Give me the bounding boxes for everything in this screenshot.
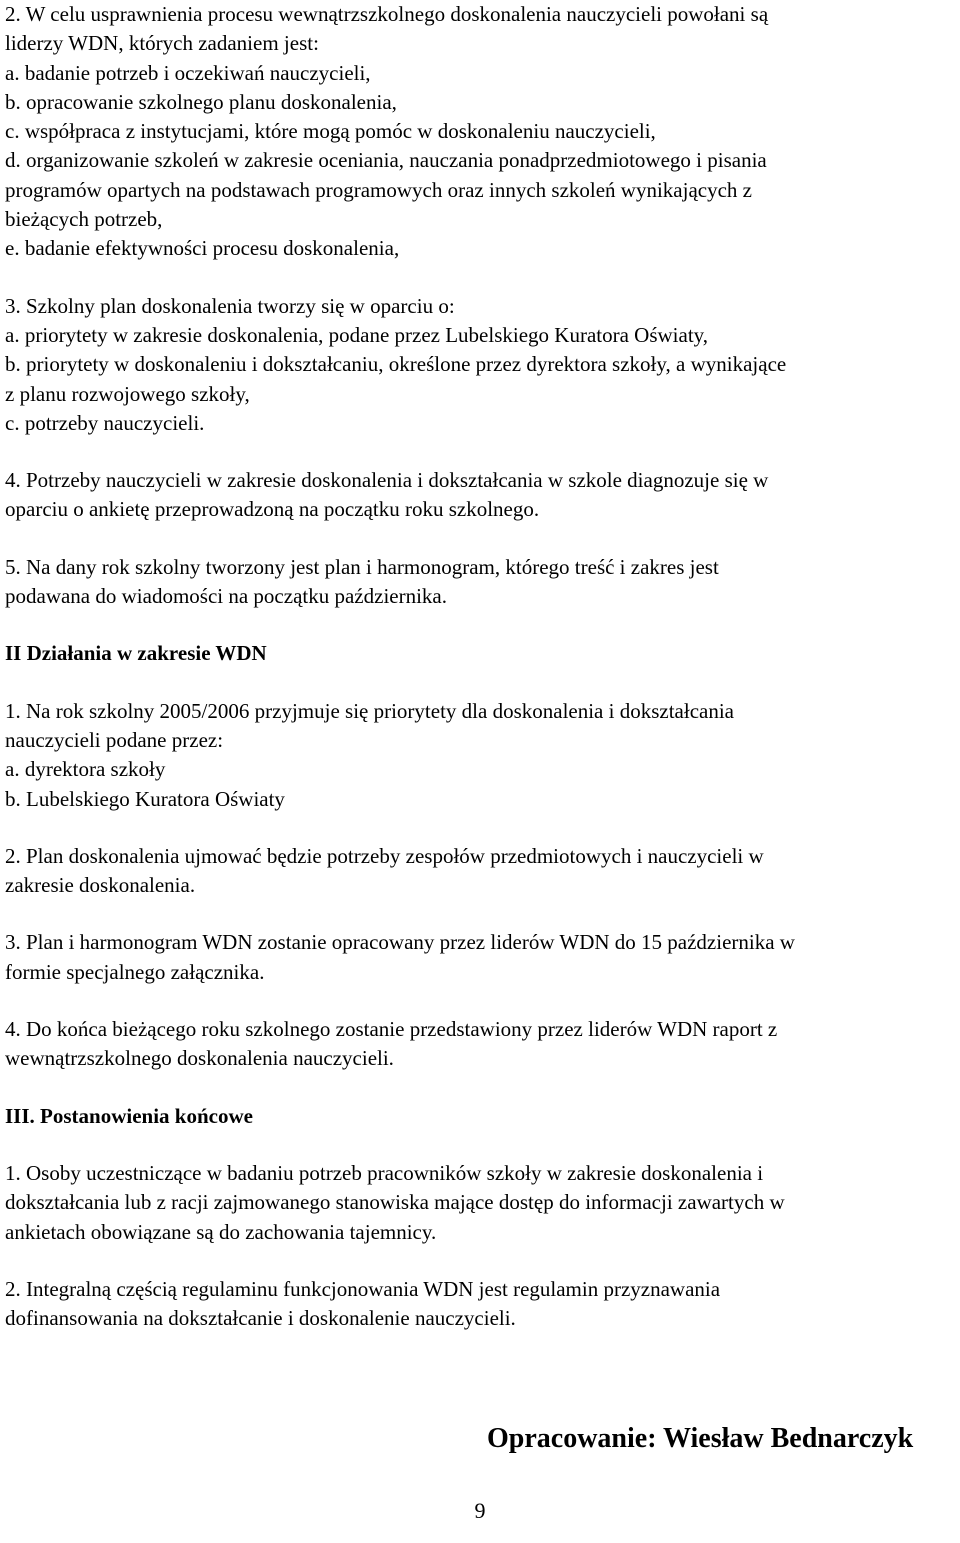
list-item-a: a. priorytety w zakresie doskonalenia, podane przez Lubelskiego Kuratora Oświaty, bbox=[5, 322, 709, 347]
text-line: liderzy WDN, których zadaniem jest: bbox=[5, 31, 319, 56]
text-line: ankietach obowiązane są do zachowania tajemnicy. bbox=[5, 1219, 437, 1244]
text-line: bieżących potrzeb, bbox=[5, 207, 163, 232]
text-line: 1. Na rok szkolny 2005/2006 przyjmuje się priorytety dla doskonalenia i dokształcania bbox=[5, 698, 734, 723]
list-item-c: c. współpraca z instytucjami, które mogą pomóc w doskonaleniu nauczycieli, bbox=[5, 119, 656, 144]
list-item-a: a. badanie potrzeb i oczekiwań nauczycieli, bbox=[5, 60, 371, 85]
text-line: dofinansowania na dokształcanie i doskonalenie nauczycieli. bbox=[5, 1306, 516, 1331]
list-item-e: e. badanie efektywności procesu doskonalenia, bbox=[5, 236, 400, 261]
text-line: 1. Osoby uczestniczące w badaniu potrzeb pracowników szkoły w zakresie doskonalenia i bbox=[5, 1160, 764, 1185]
list-item-b: b. priorytety w doskonaleniu i dokształcaniu, określone przez dyrektora szkoły, a wynikające bbox=[5, 352, 787, 377]
list-item-d: d. organizowanie szkoleń w zakresie oceniania, nauczania ponadprzedmiotowego i pisania bbox=[5, 148, 767, 173]
text-line: zakresie doskonalenia. bbox=[5, 873, 196, 898]
text-line: wewnątrzszkolnego doskonalenia nauczycieli. bbox=[5, 1046, 394, 1071]
text-line: oparciu o ankietę przeprowadzoną na początku roku szkolnego. bbox=[5, 497, 540, 522]
text-line: formie specjalnego załącznika. bbox=[5, 959, 265, 984]
list-item-c: c. potrzeby nauczycieli. bbox=[5, 410, 205, 435]
chapter-3-item-2 bbox=[5, 1275, 957, 1334]
list-item-b: b. opracowanie szkolnego planu doskonalenia, bbox=[5, 89, 397, 114]
section-2 bbox=[5, 0, 957, 264]
text-line: 3. Szkolny plan doskonalenia tworzy się w oparciu o: bbox=[5, 293, 455, 318]
text-line: dokształcania lub z racji zajmowanego stanowiska mające dostęp do informacji zawartych w bbox=[5, 1190, 785, 1215]
document-page bbox=[5, 0, 957, 1333]
page-number: 9 bbox=[474, 1498, 486, 1523]
chapter-2-item-4 bbox=[5, 1015, 957, 1074]
text-line: 2. W celu usprawnienia procesu wewnątrzszkolnego doskonalenia nauczycieli powołani są bbox=[5, 2, 769, 26]
text-line: programów opartych na podstawach programowych oraz innych szkoleń wynikających z bbox=[5, 177, 752, 202]
text-line: 3. Plan i harmonogram WDN zostanie opracowany przez liderów WDN do 15 października w bbox=[5, 930, 795, 955]
section-5 bbox=[5, 553, 957, 612]
chapter-3-item-1 bbox=[5, 1159, 957, 1247]
author-signature: Opracowanie: Wiesław Bednarczyk bbox=[487, 1423, 914, 1454]
chapter-3-heading: III. Postanowienia końcowe bbox=[5, 1103, 253, 1128]
list-item-b: b. Lubelskiego Kuratora Oświaty bbox=[5, 786, 285, 811]
text-line: 2. Integralną częścią regulaminu funkcjonowania WDN jest regulamin przyznawania bbox=[5, 1276, 721, 1301]
text-line: 5. Na dany rok szkolny tworzony jest plan i harmonogram, którego treść i zakres jest bbox=[5, 554, 719, 579]
text-line: 4. Potrzeby nauczycieli w zakresie doskonalenia i dokształcania w szkole diagnozuje się w bbox=[5, 468, 769, 493]
chapter-2-heading: II Działania w zakresie WDN bbox=[5, 641, 267, 666]
chapter-2-item-2 bbox=[5, 842, 957, 901]
chapter-2-item-1 bbox=[5, 697, 957, 814]
text-line: z planu rozwojowego szkoły, bbox=[5, 381, 250, 406]
list-item-a: a. dyrektora szkoły bbox=[5, 757, 166, 782]
text-line: podawana do wiadomości na początku października. bbox=[5, 584, 447, 609]
text-line: 2. Plan doskonalenia ujmować będzie potrzeby zespołów przedmiotowych i nauczycieli w bbox=[5, 843, 764, 868]
section-4 bbox=[5, 466, 957, 525]
chapter-2-item-3 bbox=[5, 928, 957, 987]
text-line: 4. Do końca bieżącego roku szkolnego zostanie przedstawiony przez liderów WDN raport z bbox=[5, 1017, 778, 1042]
section-3 bbox=[5, 292, 957, 438]
text-line: nauczycieli podane przez: bbox=[5, 727, 224, 752]
